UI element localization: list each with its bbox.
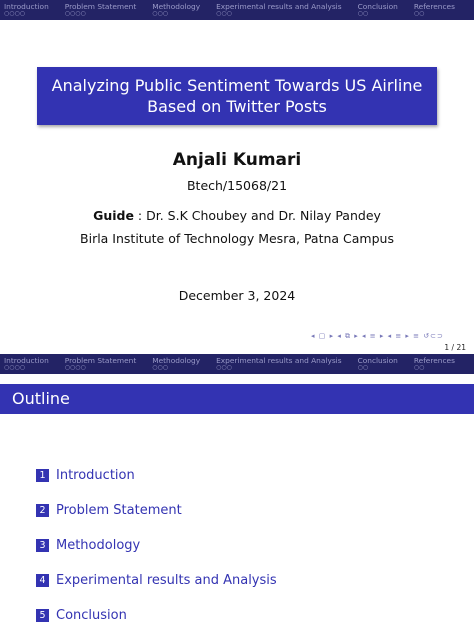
presentation-title: Analyzing Public Sentiment Towards US Airline Based on Twitter Posts (37, 67, 437, 125)
toc-label: Introduction (56, 468, 135, 483)
nav-section-experimental-results[interactable]: Experimental results and Analysis ○○○ (216, 356, 342, 371)
toc-number-badge: 5 (36, 609, 49, 622)
roll-number: Btech/15068/21 (186, 178, 288, 193)
guide-label: Guide (93, 208, 134, 223)
toc-label: Problem Statement (56, 503, 182, 518)
toc-item-conclusion[interactable] (36, 598, 277, 632)
toc-item-introduction[interactable] (36, 458, 277, 493)
toc-item-problem-statement[interactable] (36, 493, 277, 528)
frame-title: Outline (0, 384, 474, 414)
nav-section-introduction[interactable]: Introduction ○○○○ (4, 2, 49, 17)
institute-name: Birla Institute of Technology Mesra, Patna Campus (80, 231, 394, 246)
presentation-date: December 3, 2024 (178, 288, 296, 303)
nav-section-problem-statement[interactable]: Problem Statement ○○○○ (64, 356, 137, 371)
toc-number-badge: 2 (36, 504, 49, 517)
nav-section-references[interactable]: References ○○ (413, 356, 455, 371)
nav-section-conclusion[interactable]: Conclusion ○○ (357, 356, 398, 371)
toc-number-badge: 1 (36, 469, 49, 482)
nav-section-methodology[interactable]: Methodology ○○○ (152, 356, 201, 371)
nav-section-methodology[interactable]: Methodology ○○○ (152, 2, 201, 17)
nav-section-problem-statement[interactable]: Problem Statement ○○○○ (64, 2, 137, 17)
guide-names: : Dr. S.K Choubey and Dr. Nilay Pandey (133, 208, 381, 223)
toc-label: Conclusion (56, 608, 127, 623)
section-navbar (0, 354, 474, 374)
toc-label: Experimental results and Analysis (56, 573, 277, 588)
section-navbar (0, 0, 474, 20)
toc-label: Methodology (56, 538, 141, 553)
toc-item-methodology[interactable] (36, 528, 277, 563)
beamer-navigation-icons[interactable]: ◂ ▢ ▸ ◂ ⧉ ▸ ◂ ≡ ▸ ◂ ≡ ▸ ≡ ↺⊂⊃ (311, 332, 444, 340)
nav-section-experimental-results[interactable]: Experimental results and Analysis ○○○ (216, 2, 342, 17)
nav-section-references[interactable]: References ○○ (413, 2, 455, 17)
toc-number-badge: 3 (36, 539, 49, 552)
outline-slide (0, 354, 474, 632)
nav-section-introduction[interactable]: Introduction ○○○○ (4, 356, 49, 371)
toc-item-experimental-results[interactable] (36, 563, 277, 598)
author-name: Anjali Kumari (172, 150, 302, 170)
table-of-contents (36, 458, 277, 632)
nav-section-conclusion[interactable]: Conclusion ○○ (357, 2, 398, 17)
page-number: 1 / 21 (444, 343, 466, 352)
toc-number-badge: 4 (36, 574, 49, 587)
guide-line (0, 208, 474, 223)
